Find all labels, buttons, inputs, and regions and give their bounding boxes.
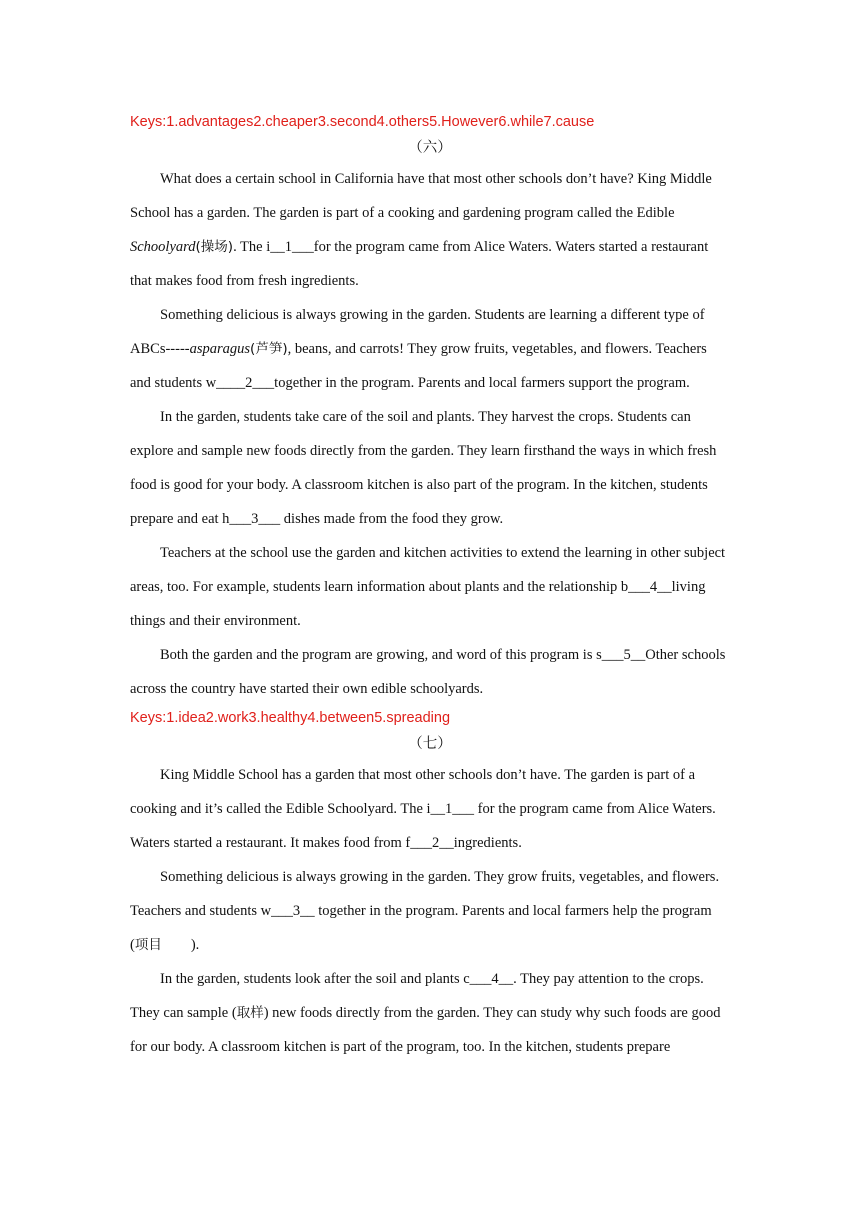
section-7-paragraph-3: In the garden, students look after the soil and plants c___4__. They pay attention to the crops. They can sample (取样) new foods directly from the garden. They can study why such foods are good for our body. A classroom kitchen is part of the program, too. In the kitchen, students prepare: [130, 971, 721, 1055]
section-7-title: （七）: [408, 736, 452, 752]
section-6-paragraph-5: Both the garden and the program are growing, and word of this program is s___5__Other schools across the country have started their own edible schoolyards.: [130, 647, 726, 697]
section-6-paragraph-2: Something delicious is always growing in the garden. Students are learning a different type of ABCs-----asparagus(芦笋), beans, and carrots! They grow fruits, vegetables, and flowers. Teachers and students w____2___together in the program. Parents and local farmers support the program.: [130, 307, 707, 391]
document-page: [130, 110, 730, 1064]
section-6-title: （六）: [408, 140, 452, 156]
section-6-paragraph-1: What does a certain school in California have that most other schools don’t have? King Middle School has a garden. The garden is part of a cooking and gardening program called the Edible Schoolyard(操场). The i__1___for the program came from Alice Waters. Waters started a restaurant that makes food from fresh ingredients.: [130, 171, 712, 289]
answer-keys-section-7: Keys:1.idea2.work3.healthy4.between5.spreading: [130, 710, 451, 726]
section-6-paragraph-4: Teachers at the school use the garden and kitchen activities to extend the learning in other subject areas, too. For example, students learn information about plants and the relationship b___4__living things and their environment.: [130, 545, 726, 629]
section-7-paragraph-2: Something delicious is always growing in the garden. They grow fruits, vegetables, and flowers. Teachers and students w___3__ together in the program. Parents and local farmers help the program (项目 ).: [130, 869, 720, 953]
section-6-paragraph-3: In the garden, students take care of the soil and plants. They harvest the crops. Students can explore and sample new foods directly from the garden. They learn firsthand the ways in which fresh food is good for your body. A classroom kitchen is also part of the program. In the kitchen, students prepare and eat h___3___ dishes made from the food they grow.: [130, 409, 717, 527]
section-7-paragraph-1: King Middle School has a garden that most other schools don’t have. The garden is part of a cooking and it’s called the Edible Schoolyard. The i__1___ for the program came from Alice Waters. Waters started a restaurant. It makes food from f___2__ingredients.: [130, 767, 716, 851]
answer-keys-section-6: Keys:1.advantages2.cheaper3.second4.others5.However6.while7.cause: [130, 114, 595, 130]
